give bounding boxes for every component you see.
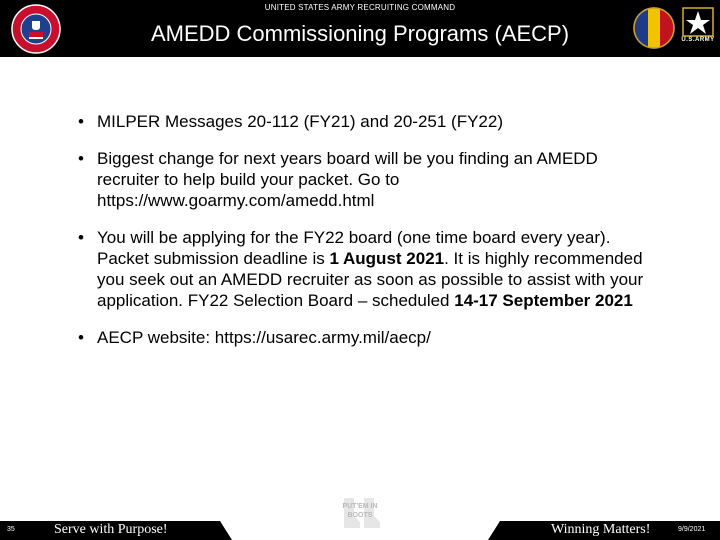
- us-army-star-logo: [680, 6, 716, 50]
- boots-logo-line-2: BOOTS: [347, 512, 373, 519]
- army-logo-text: U.S.ARMY: [681, 37, 715, 43]
- bullet-item-aecp-website: [78, 327, 648, 348]
- bullet-item-milper: [78, 111, 648, 132]
- boots-logo-line-1: PUT'EM IN: [342, 503, 378, 510]
- bullet-marker: •: [78, 228, 84, 247]
- slide-number: 35: [7, 526, 15, 533]
- boots-logo-text: [336, 502, 384, 520]
- organization-name: UNITED STATES ARMY RECRUITING COMMAND: [264, 3, 456, 12]
- recruiting-command-seal-icon: [10, 4, 62, 54]
- bullet-text: MILPER Messages 20-112 (FY21) and 20-251 (FY22): [97, 112, 503, 131]
- bullet-marker: •: [78, 112, 84, 131]
- slide-date: 9/9/2021: [678, 526, 706, 533]
- footer-left-slogan: Serve with Purpose!: [54, 522, 168, 537]
- put-em-in-boots-logo: [336, 496, 384, 530]
- bullet-marker: •: [78, 328, 84, 347]
- footer-right-slogan: Winning Matters!: [551, 522, 651, 537]
- board-dates: 14-17 September 2021: [454, 291, 633, 310]
- slide-title: AMEDD Commissioning Programs (AECP): [150, 21, 570, 46]
- bullet-marker: •: [78, 149, 84, 168]
- bullet-item-fy22-board: [78, 227, 648, 311]
- amedd-tricolor-badge-icon: [632, 6, 676, 50]
- deadline-date: 1 August 2021: [329, 249, 445, 268]
- bullet-list: [78, 111, 648, 364]
- bullet-text: Biggest change for next years board will be you finding an AMEDD recruiter to help build your packet. Go to https://www.goarmy.com/amedd.html: [97, 149, 598, 210]
- bullet-text-part2: . It is highly recommended you seek out an AMEDD recruiter as soon as possible to assist with your application. FY22 Selection Board – scheduled: [97, 249, 644, 310]
- bullet-item-biggest-change: [78, 148, 648, 211]
- bullet-text: AECP website: https://usarec.army.mil/aecp/: [97, 328, 431, 347]
- bullet-text-part1: You will be applying for the FY22 board (one time board every year). Packet submission deadline is: [97, 228, 611, 268]
